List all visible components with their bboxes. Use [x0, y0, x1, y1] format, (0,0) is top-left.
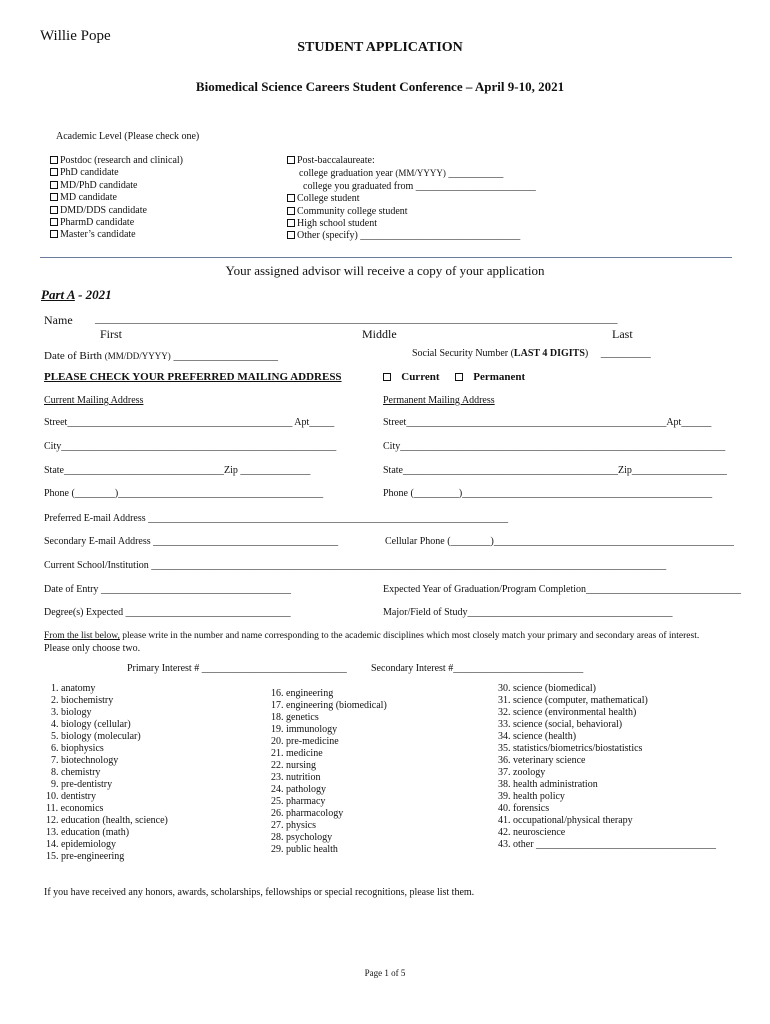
- list-item: 32. science (environmental health): [498, 707, 637, 718]
- mailing-permanent-option[interactable]: Permanent: [455, 371, 525, 383]
- permanent-state-zip-field[interactable]: State___________________________________________Zip___________________: [383, 465, 727, 476]
- permanent-street-field[interactable]: Street____________________________________________________Apt______: [383, 417, 712, 428]
- checkbox[interactable]: [287, 194, 295, 202]
- current-state-zip-field[interactable]: State________________________________Zip ______________: [44, 465, 311, 476]
- permanent-city-field[interactable]: City_________________________________________________________________: [383, 441, 726, 452]
- interest-instructions: From the list below, please write in the number and name corresponding to the academic disciplines which most closely match your primary and secondary areas of interest.: [44, 631, 700, 641]
- list-item: 21. medicine: [271, 748, 323, 759]
- applicant-name: Willie Pope: [40, 28, 111, 44]
- name-field[interactable]: _______________________________________________________________________________________________: [95, 313, 618, 325]
- interest-instructions-line2: Please only choose two.: [44, 643, 141, 654]
- academic-option[interactable]: Post-baccalaureate:: [287, 155, 536, 167]
- list-item: 1. anatomy: [51, 683, 96, 694]
- expected-year-field[interactable]: Expected Year of Graduation/Program Completion_______________________________: [383, 584, 742, 595]
- list-item: 42. neuroscience: [498, 827, 566, 838]
- academic-level-left: [50, 155, 183, 242]
- discipline-list-1: [46, 683, 168, 863]
- list-item: 24. pathology: [271, 784, 326, 795]
- academic-level-right: [287, 155, 536, 243]
- list-item: 8. chemistry: [51, 767, 101, 778]
- secondary-email-field[interactable]: Secondary E-mail Address _____________________________________: [44, 536, 339, 547]
- advisor-note: Your assigned advisor will receive a copy of your application: [225, 263, 545, 278]
- list-item: 19. immunology: [271, 724, 338, 735]
- list-item: 40. forensics: [498, 803, 550, 814]
- list-item: 11. economics: [46, 803, 104, 814]
- grad-from-line[interactable]: college you graduated from ________________________: [303, 180, 536, 192]
- primary-interest-field[interactable]: Primary Interest # _____________________________: [127, 663, 347, 674]
- list-item: 12. education (health, science): [46, 815, 168, 826]
- academic-option[interactable]: College student: [287, 193, 536, 205]
- current-street-field[interactable]: Street_____________________________________________ Apt_____: [44, 417, 335, 428]
- list-item: 35. statistics/biometrics/biostatistics: [498, 743, 643, 754]
- list-item: 30. science (biomedical): [498, 683, 597, 694]
- list-item: 20. pre-medicine: [271, 736, 339, 747]
- discipline-list-2: [271, 688, 387, 856]
- list-item: 9. pre-dentistry: [51, 779, 113, 790]
- checkbox[interactable]: [50, 193, 58, 201]
- academic-option[interactable]: DMD/DDS candidate: [50, 205, 183, 217]
- permanent-address-heading: Permanent Mailing Address: [383, 395, 495, 406]
- checkbox[interactable]: [50, 181, 58, 189]
- list-item: 36. veterinary science: [498, 755, 586, 766]
- checkbox[interactable]: [50, 230, 58, 238]
- name-middle-label: Middle: [362, 327, 397, 341]
- current-phone-field[interactable]: Phone (________)_________________________________________: [44, 488, 324, 499]
- list-item: 13. education (math): [46, 827, 130, 838]
- mailing-heading: PLEASE CHECK YOUR PREFERRED MAILING ADDRESS: [44, 371, 342, 383]
- degree-field[interactable]: Degree(s) Expected _________________________________: [44, 607, 291, 618]
- checkbox[interactable]: [50, 156, 58, 164]
- list-item: 38. health administration: [498, 779, 598, 790]
- part-heading: Part A - 2021: [41, 287, 112, 302]
- checkbox[interactable]: [50, 218, 58, 226]
- mailing-current-option[interactable]: Current: [383, 371, 440, 383]
- list-item: 37. zoology: [498, 767, 546, 778]
- list-item: 27. physics: [271, 820, 316, 831]
- academic-option[interactable]: Postdoc (research and clinical): [50, 155, 183, 167]
- dob-field[interactable]: Date of Birth (MM/DD/YYYY) ___________________: [44, 350, 279, 362]
- academic-option[interactable]: MD/PhD candidate: [50, 180, 183, 192]
- checkbox[interactable]: [287, 231, 295, 239]
- list-item: 6. biophysics: [51, 743, 104, 754]
- checkbox[interactable]: [383, 373, 391, 381]
- page-title: STUDENT APPLICATION: [297, 40, 463, 55]
- list-item: 10. dentistry: [46, 791, 96, 802]
- entry-date-field[interactable]: Date of Entry ______________________________________: [44, 584, 291, 595]
- list-item: 16. engineering: [271, 688, 334, 699]
- ssn-field[interactable]: Social Security Number (LAST 4 DIGITS) __________: [412, 348, 651, 359]
- list-item: 14. epidemiology: [46, 839, 116, 850]
- academic-option[interactable]: PharmD candidate: [50, 217, 183, 229]
- list-item: 3. biology: [51, 707, 92, 718]
- major-field[interactable]: Major/Field of Study_________________________________________: [383, 607, 673, 618]
- list-item: 25. pharmacy: [271, 796, 326, 807]
- permanent-phone-field[interactable]: Phone (_________)__________________________________________________: [383, 488, 713, 499]
- list-item: 22. nursing: [271, 760, 316, 771]
- list-item: 31. science (computer, mathematical): [498, 695, 648, 706]
- academic-option[interactable]: PhD candidate: [50, 167, 183, 179]
- checkbox[interactable]: [50, 206, 58, 214]
- list-item: 4. biology (cellular): [51, 719, 131, 730]
- name-label: Name: [44, 313, 73, 327]
- name-last-label: Last: [612, 327, 633, 341]
- list-item: 18. genetics: [271, 712, 319, 723]
- current-address-heading: Current Mailing Address: [44, 395, 144, 406]
- cell-phone-field[interactable]: Cellular Phone (________)________________________________________________: [385, 536, 734, 547]
- checkbox[interactable]: [287, 207, 295, 215]
- list-item: 5. biology (molecular): [51, 731, 141, 742]
- current-city-field[interactable]: City_______________________________________________________: [44, 441, 337, 452]
- list-item: 17. engineering (biomedical): [271, 700, 387, 711]
- list-item: 15. pre-engineering: [46, 851, 125, 862]
- name-first-label: First: [100, 327, 123, 341]
- list-item: 28. psychology: [271, 832, 333, 843]
- academic-level-heading: Academic Level (Please check one): [56, 131, 200, 142]
- discipline-list-3: [498, 683, 716, 851]
- school-field[interactable]: Current School/Institution _______________________________________________________________________________________________________: [44, 560, 667, 571]
- academic-option[interactable]: Master’s candidate: [50, 229, 183, 241]
- list-item: 29. public health: [271, 844, 338, 855]
- academic-option[interactable]: High school student: [287, 218, 536, 230]
- checkbox[interactable]: [287, 156, 295, 164]
- academic-option[interactable]: Other (specify) ________________________________: [287, 230, 536, 242]
- list-item: 2. biochemistry: [51, 695, 114, 706]
- page-number: Page 1 of 5: [364, 968, 406, 978]
- list-item: 34. science (health): [498, 731, 577, 742]
- conference-subtitle: Biomedical Science Careers Student Conference – April 9-10, 2021: [195, 79, 565, 94]
- list-item: 39. health policy: [498, 791, 565, 802]
- checkbox[interactable]: [455, 373, 463, 381]
- checkbox[interactable]: [50, 168, 58, 176]
- other-discipline-field[interactable]: 43. other ____________________________________: [498, 839, 717, 850]
- secondary-interest-field[interactable]: Secondary Interest #__________________________: [371, 663, 584, 674]
- list-item: 33. science (social, behavioral): [498, 719, 623, 730]
- academic-option[interactable]: Community college student: [287, 206, 536, 218]
- preferred-email-field[interactable]: Preferred E-mail Address ________________________________________________________________________: [44, 513, 509, 524]
- academic-option[interactable]: MD candidate: [50, 192, 183, 204]
- grad-year-line[interactable]: college graduation year (MM/YYYY) ___________: [299, 168, 504, 180]
- honors-prompt: If you have received any honors, awards, scholarships, fellowships or special recognitions, please list them.: [44, 887, 475, 898]
- checkbox[interactable]: [287, 219, 295, 227]
- list-item: 26. pharmacology: [271, 808, 344, 819]
- list-item: 41. occupational/physical therapy: [498, 815, 633, 826]
- list-item: 23. nutrition: [271, 772, 321, 783]
- section-divider: [40, 257, 732, 258]
- list-item: 7. biotechnology: [51, 755, 119, 766]
